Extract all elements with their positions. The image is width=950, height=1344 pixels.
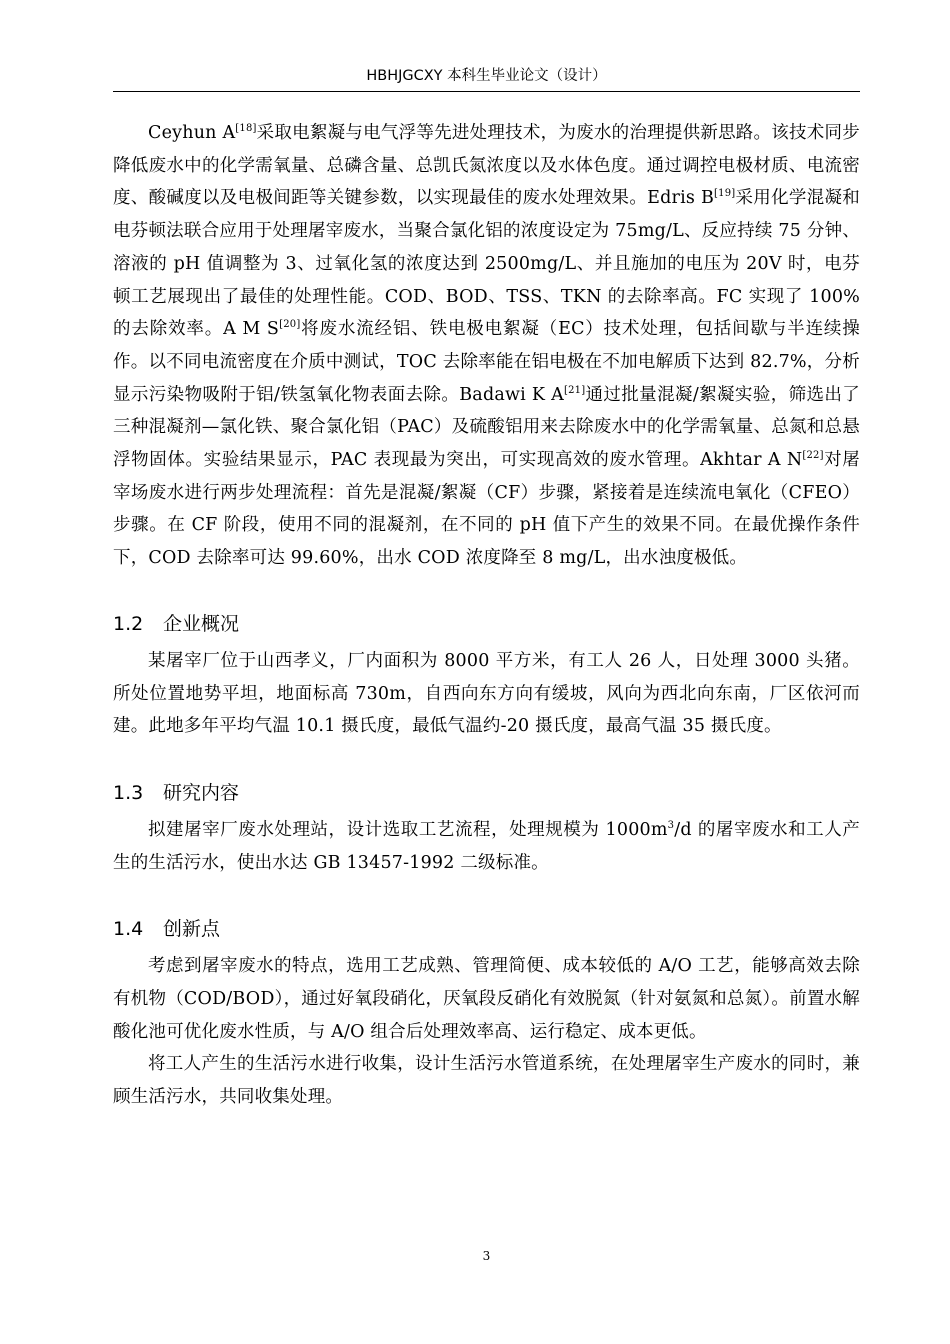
research-content-paragraph [113, 814, 860, 879]
running-header: HBHJGCXY 本科生毕业论文（设计） [366, 68, 607, 84]
section-number: 1.4 [113, 918, 144, 941]
body-text: 通过批量混凝/絮凝实验，筛选出了三种混凝剂—氯化铁、聚合氯化铝（PAC）及硫酸铝用来去除废水中的化学需氧量、总氮和总悬浮物固体。实验结果显示，PAC 表现最为突出，可实现高效的废水管理。 [113, 384, 860, 471]
section-title: 创新点 [163, 918, 221, 941]
citation-author: Ceyhun A [148, 123, 236, 143]
citation-author: Badawi K A [459, 384, 564, 405]
section-heading-company-overview [113, 611, 860, 637]
company-overview-paragraph: 某屠宰厂位于山西孝义，厂内面积为 8000 平方米，有工人 26 人，日处理 3000 头猪。所处位置地势平坦，地面标高 730m，自西向东方向有缓坡，风向为西北向东南，厂区依河而建。此地多年平均气温 10.1 摄氏度，最低气温约-20 摄氏度，最高气温 35 摄氏度。 [113, 650, 860, 737]
section-number: 1.3 [113, 781, 144, 804]
literature-review-paragraph [113, 117, 860, 575]
body-text: 采取电絮凝与电气浮等先进处理技术，为废水的治理提供新思路。该技术同步降低废水中的化学需氧量、总磷含量、总凯氏氮浓度以及水体色度。通过调控电极材质、电流密度、酸碱度以及电极间距等关键参数，以实现最佳的废水处理效果。 [113, 123, 860, 209]
body-text: 对屠宰场废水进行两步处理流程：首先是混凝/絮凝（CF）步骤，紧接着是连续流电氧化（CFEO）步骤。在 CF 阶段，使用不同的混凝剂，在不同的 pH 值下产生的效果不同。在最优操作条件下，COD 去除率可达 99.60%，出水 COD 浓度降至 8 mg/L，出水浊度极低。 [113, 450, 860, 569]
page-number: 3 [482, 1249, 491, 1263]
body-text: 将废水流经铝、铁电极电絮凝（EC）技术处理，包括间歇与半连续操作。以不同电流密度在介质中测试，TOC 去除率能在铝电极在不加电解质下达到 82.7%，分析显示污染物吸附于铝/铁氢氧化物表面去除。 [113, 319, 860, 405]
body-text: /d 的屠宰废水和工人产生的生活污水，使出水达 GB 13457-1992 二级标准。 [113, 819, 860, 873]
citation-ref: [19] [714, 188, 736, 200]
body-text: 采用化学混凝和电芬顿法联合应用于处理屠宰废水，当聚合氯化铝的浓度设定为 75mg/L、反应持续 75 分钟、溶液的 pH 值调整为 3、过氧化氢的浓度达到 2500mg/L、并且施加的电压为 20V 时，电芬顿工艺展现出了最佳的处理性能。COD、BOD、TSS、TKN 的去除率高。FC 实现了 100%的去除效率。 [113, 188, 860, 340]
citation-author: Akhtar A N [700, 450, 803, 471]
citation-author: A M S [223, 319, 280, 340]
page-body [113, 117, 860, 1114]
section-number: 1.2 [113, 612, 144, 635]
citation-ref: [22] [802, 450, 824, 462]
section-title: 企业概况 [163, 612, 240, 635]
body-text: 拟建屠宰厂废水处理站，设计选取工艺流程，处理规模为 1000m [148, 819, 668, 840]
citation-ref: [20] [279, 319, 301, 331]
citation-ref: [18] [235, 123, 257, 134]
innovation-paragraph: 考虑到屠宰废水的特点，选用工艺成熟、管理简便、成本较低的 A/O 工艺，能够高效去除有机物（COD/BOD），通过好氧段硝化，厌氧段反硝化有效脱氮（针对氨氮和总氮）。前置水解酸化池可优化废水性质，与 A/O 组合后处理效率高、运行稳定、成本更低。 [113, 956, 860, 1042]
section-heading-innovation [113, 916, 860, 942]
citation-author: Edris B [647, 188, 715, 209]
header-rule [113, 91, 860, 92]
citation-ref: [21] [563, 384, 586, 396]
section-title: 研究内容 [163, 781, 240, 804]
section-heading-research-content [113, 780, 860, 806]
unit-superscript: 3 [667, 819, 675, 831]
innovation-paragraph: 将工人产生的生活污水进行收集，设计生活污水管道系统，在处理屠宰生产废水的同时，兼顾生活污水，共同收集处理。 [113, 1054, 860, 1108]
